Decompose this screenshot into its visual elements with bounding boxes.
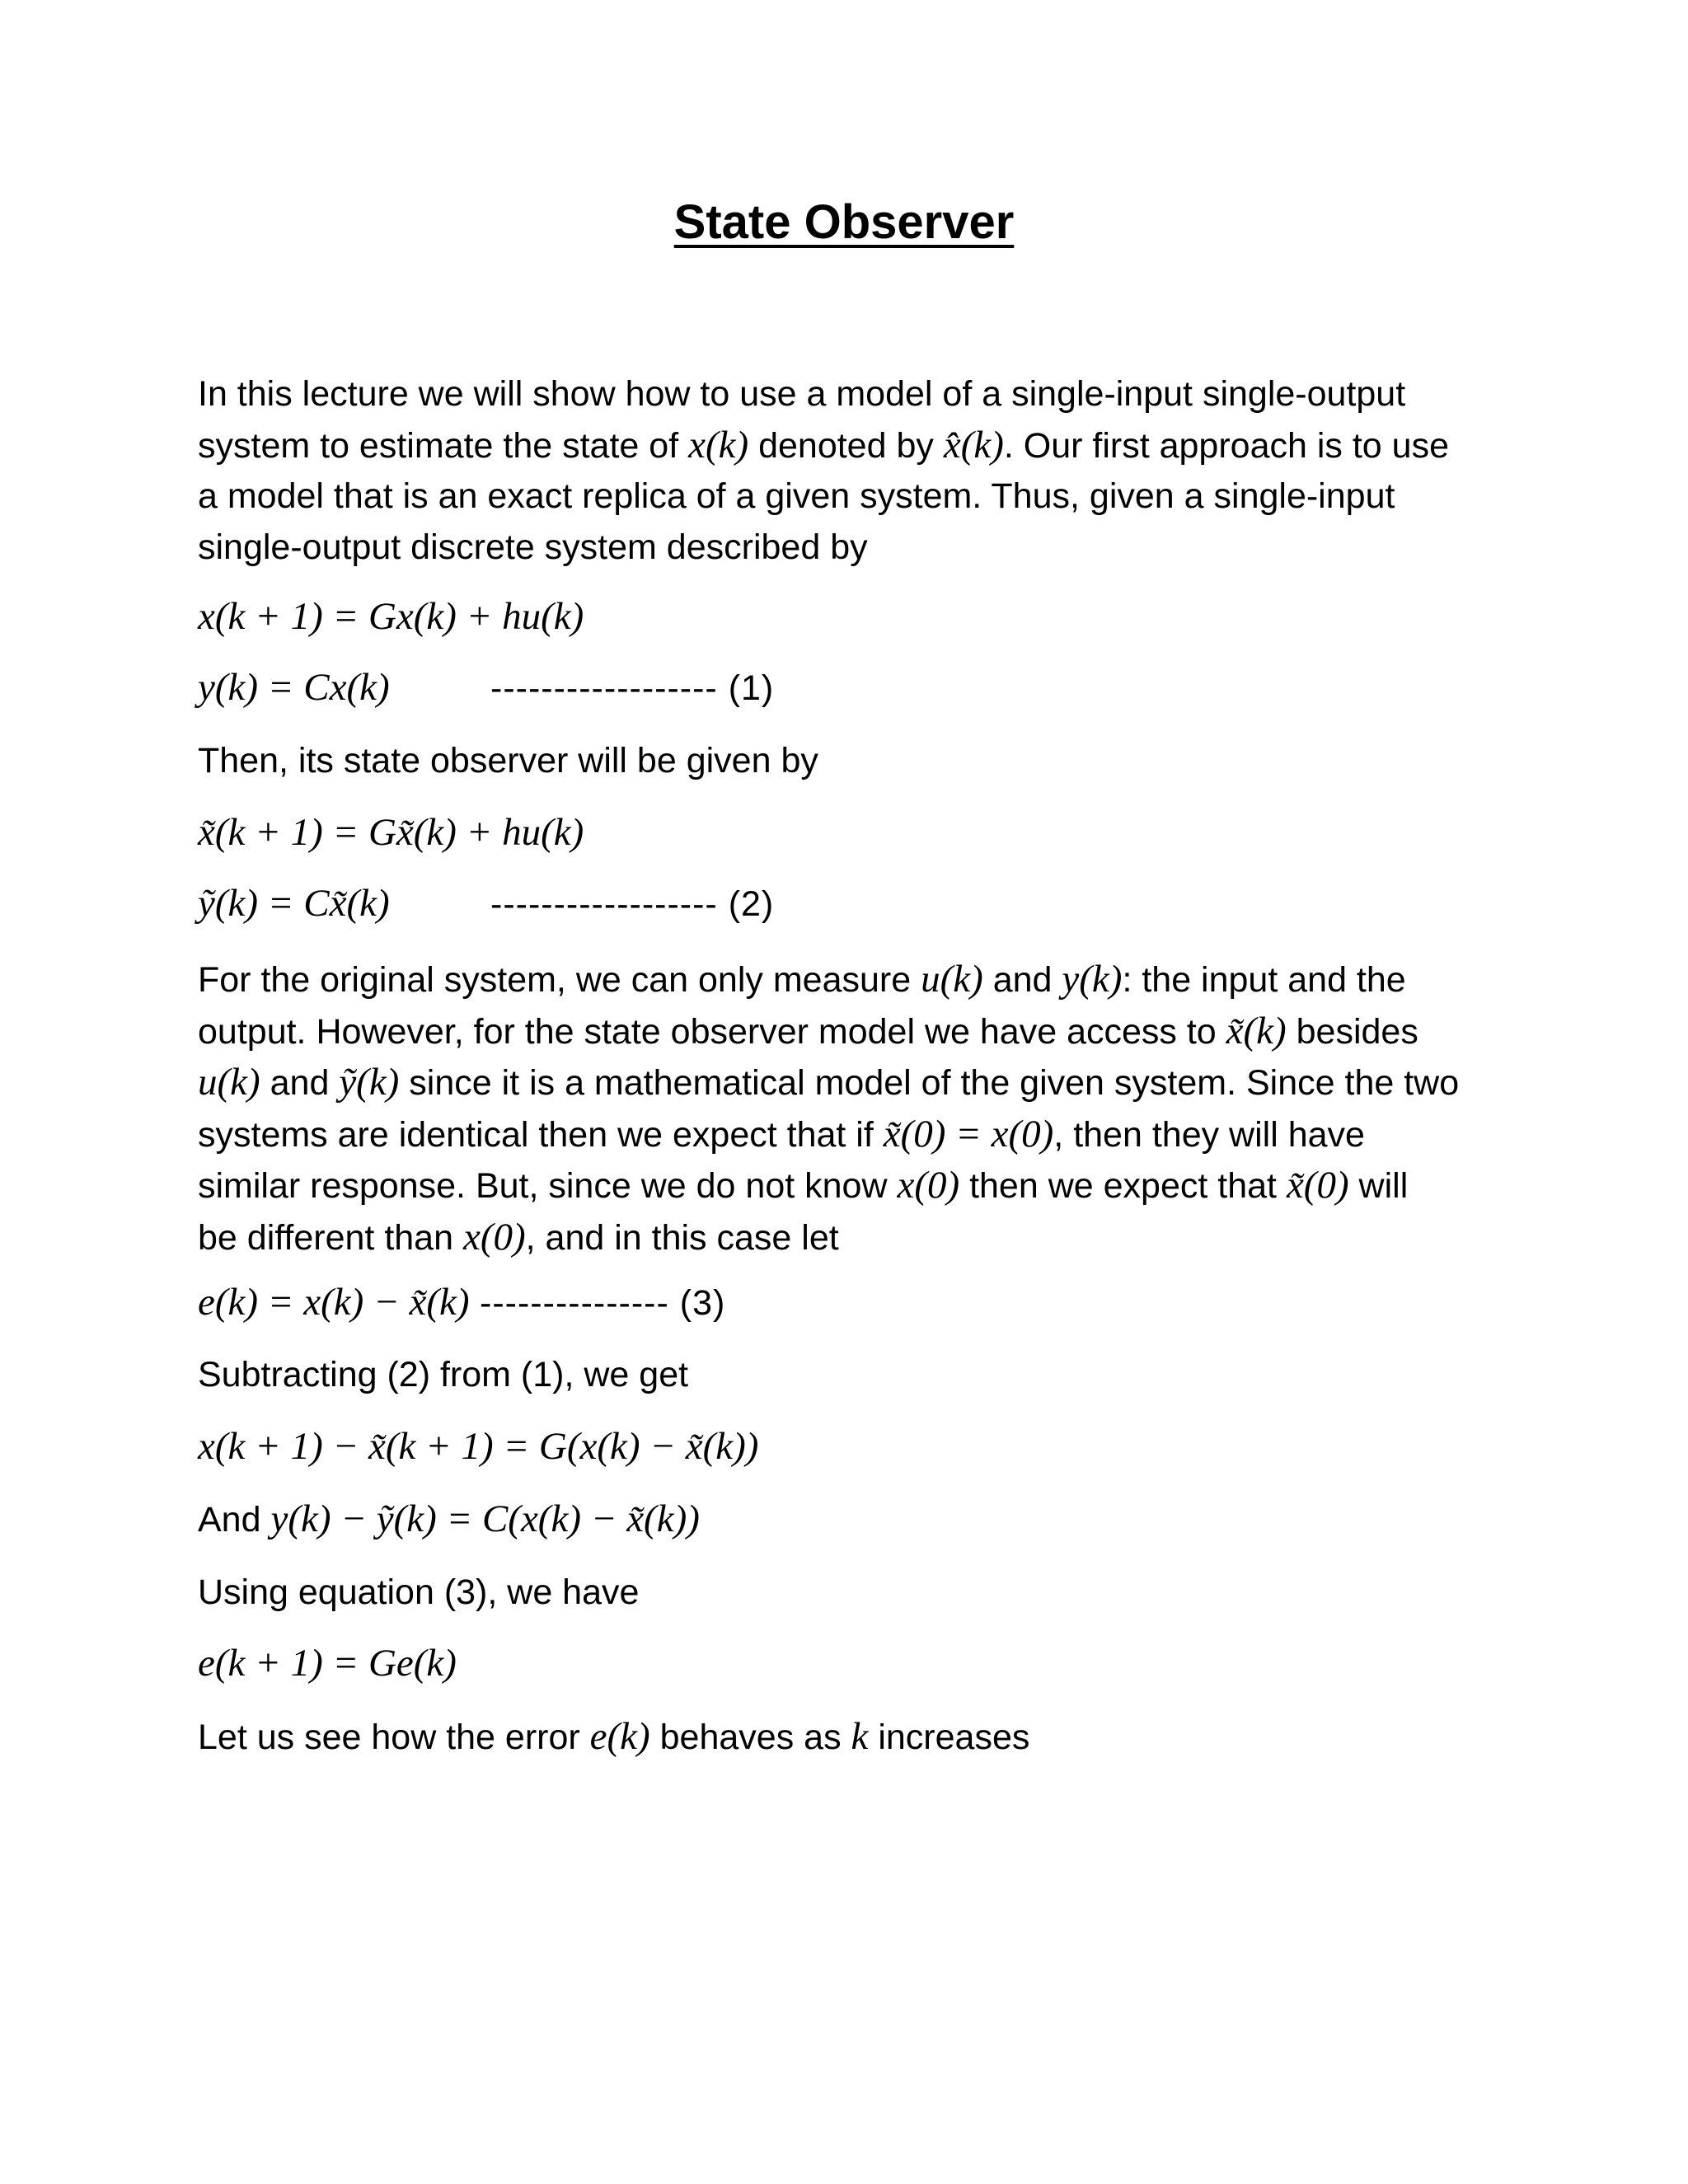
page-title: State Observer (673, 195, 1015, 249)
observer-intro-text: Then, its state observer will be given by (198, 741, 818, 780)
intro-line-4: single-output discrete system described by (198, 527, 868, 567)
para2-line-6: be different than x(0), and in this case let (198, 1215, 839, 1258)
equation-error-definition: e(k) = x(k) − x̃(k) --------------- (3) (198, 1281, 726, 1324)
intro-line-1: In this lecture we will show how to use a model of a single-input single-output (198, 374, 1406, 414)
math-x-k: x(k) (688, 423, 749, 466)
equation-observer-state: x̃(k + 1) = Gx̃(k) + hu(k) (198, 811, 584, 854)
intro-line-3: a model that is an exact replica of a given system. Thus, given a single-input (198, 476, 1395, 516)
equation-observer-output: ỹ(k) = Cx̃(k) ------------------ (2) (198, 882, 775, 925)
intro-paragraph (198, 369, 1492, 573)
para2-line-5: similar response. But, since we do not know x(0) then we expect that x̃(0) will (198, 1164, 1409, 1207)
equation-state: x(k + 1) = Gx(k) + hu(k) (198, 595, 584, 638)
equation-output: y(k) = Cx(k) ------------------ (1) (198, 666, 775, 709)
para2-line-4: systems are identical then we expect that if x̃(0) = x(0), then they will have (198, 1112, 1365, 1155)
math-x-hat-k: x̂(k) (943, 423, 1004, 466)
equation-output-difference: And y(k) − ỹ(k) = C(x(k) − x̃(k)) (198, 1497, 700, 1540)
equation-difference: x(k + 1) − x̃(k + 1) = G(x(k) − x̃(k)) (198, 1425, 759, 1468)
para2-line-2: output. However, for the state observer model we have access to x̃(k) besides (198, 1009, 1418, 1052)
explanation-paragraph (198, 954, 1492, 1263)
using-equation-text: Using equation (3), we have (198, 1572, 640, 1612)
equation-tag-3: --------------- (3) (480, 1283, 726, 1323)
subtracting-text: Subtracting (2) from (1), we get (198, 1355, 689, 1394)
equation-tag-2: ------------------ (2) (490, 884, 775, 924)
equation-tag-1: ------------------ (1) (490, 668, 775, 708)
equation-error-dynamics: e(k + 1) = Ge(k) (198, 1642, 457, 1685)
closing-text: Let us see how the error e(k) behaves as k increases (198, 1715, 1030, 1758)
intro-line-2: system to estimate the state of x(k) denoted by x̂(k). Our first approach is to use (198, 423, 1449, 466)
para2-line-3: u(k) and ỹ(k) since it is a mathematical model of the given system. Since the two (198, 1061, 1460, 1104)
para2-line-1: For the original system, we can only measure u(k) and y(k): the input and the (198, 958, 1406, 1001)
